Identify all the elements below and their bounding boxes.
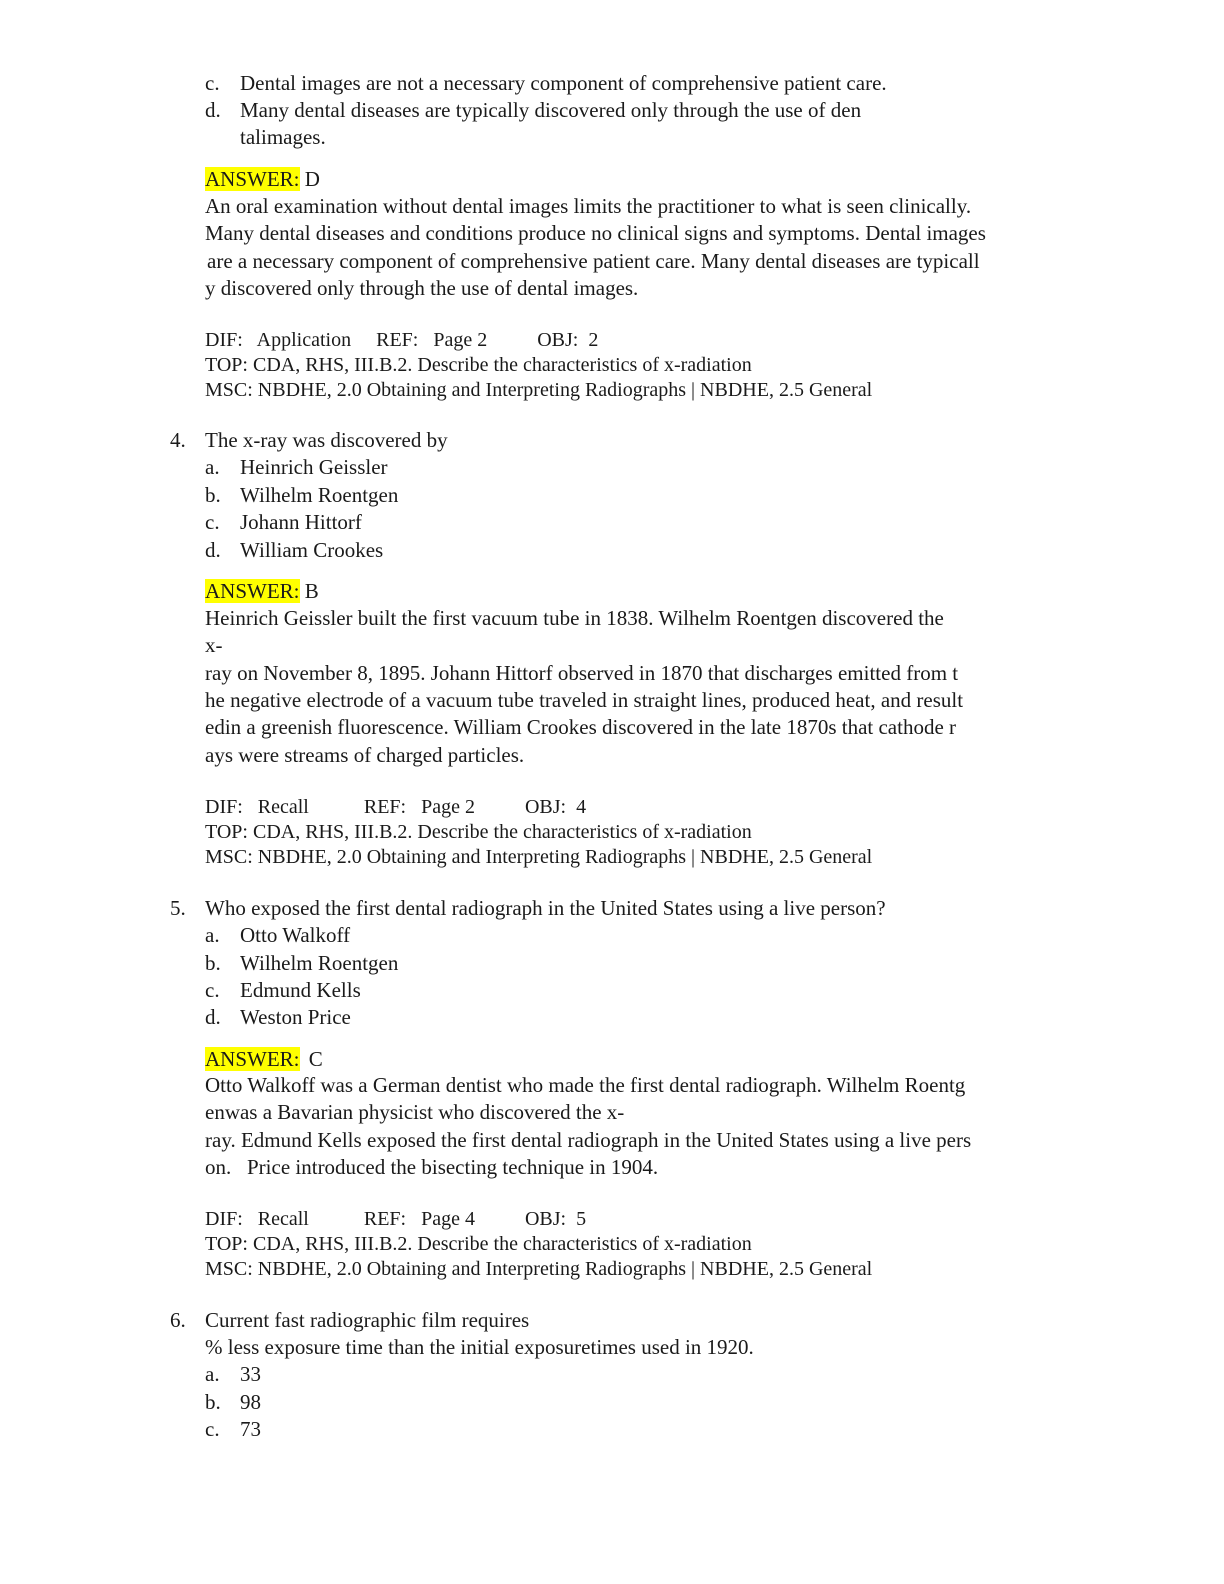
option-text: Weston Price [240,1005,351,1029]
option-letter: d. [205,538,221,562]
top-line: TOP: CDA, RHS, III.B.2. Describe the characteristics of x-radiation [205,1233,752,1255]
rationale-line: ays were streams of charged particles. [205,743,525,767]
question-stem-continued: % less exposure time than the initial exposuretimes used in 1920. [205,1335,754,1359]
option-letter: b. [205,1390,221,1414]
question-stem: Current fast radiographic film requires [205,1308,530,1332]
option-text: 98 [240,1390,261,1414]
option-letter: d. [205,1005,221,1029]
answer-line [205,578,319,604]
rationale-line: edin a greenish fluorescence. William Crookes discovered in the late 1870s that cathode r [205,715,957,739]
question-stem: Who exposed the first dental radiograph in the United States using a live person? [205,896,886,920]
option-text: Wilhelm Roentgen [240,483,399,507]
answer-label: ANSWER: [205,1047,300,1071]
msc-line: MSC: NBDHE, 2.0 Obtaining and Interpreting Radiographs | NBDHE, 2.5 General [205,1258,873,1280]
answer-value: D [304,167,320,191]
option-letter: a. [205,455,220,479]
answer-value: B [304,579,319,603]
option-text: Edmund Kells [240,978,361,1002]
rationale-line: x- [205,633,223,657]
option-text: William Crookes [240,538,384,562]
option-letter: d. [205,98,221,122]
rationale-line: enwas a Bavarian physicist who discovered the x- [205,1100,625,1124]
dif-line: DIF: Recall REF: Page 4 OBJ: 5 [205,1208,587,1230]
option-text: Otto Walkoff [240,923,351,947]
question-number: 5. [170,896,186,920]
option-letter: b. [205,951,221,975]
rationale-line: y discovered only through the use of dental images. [205,276,639,300]
rationale-line: are a necessary component of comprehensive patient care. Many dental diseases are typicall [207,249,980,273]
option-text: 33 [240,1362,261,1386]
question-number: 6. [170,1308,186,1332]
answer-line [205,1046,323,1072]
answer-label: ANSWER: [205,579,300,603]
dif-line: DIF: Recall REF: Page 2 OBJ: 4 [205,796,587,818]
top-line: TOP: CDA, RHS, III.B.2. Describe the characteristics of x-radiation [205,354,752,376]
question-stem: The x-ray was discovered by [205,428,448,452]
option-letter: a. [205,923,220,947]
dif-line: DIF: Application REF: Page 2 OBJ: 2 [205,329,599,351]
rationale-line: ray. Edmund Kells exposed the first dental radiograph in the United States using a live pers [205,1128,972,1152]
option-letter: b. [205,483,221,507]
rationale-line: ray on November 8, 1895. Johann Hittorf observed in 1870 that discharges emitted from t [205,661,959,685]
option-text: Dental images are not a necessary component of comprehensive patient care. [240,71,887,95]
msc-line: MSC: NBDHE, 2.0 Obtaining and Interpreting Radiographs | NBDHE, 2.5 General [205,379,873,401]
answer-line [205,166,320,192]
option-text: Heinrich Geissler [240,455,388,479]
question-number: 4. [170,428,186,452]
option-letter: c. [205,1417,220,1441]
option-text-continued: talimages. [240,125,326,149]
rationale-line: Heinrich Geissler built the first vacuum tube in 1838. Wilhelm Roentgen discovered the [205,606,944,630]
rationale-line: on. Price introduced the bisecting technique in 1904. [205,1155,659,1179]
rationale-line: Many dental diseases and conditions produce no clinical signs and symptoms. Dental images [205,221,986,245]
answer-value: C [308,1047,323,1071]
msc-line: MSC: NBDHE, 2.0 Obtaining and Interpreting Radiographs | NBDHE, 2.5 General [205,846,873,868]
answer-label: ANSWER: [205,167,300,191]
option-letter: c. [205,71,220,95]
rationale-line: An oral examination without dental images limits the practitioner to what is seen clinically. [205,194,972,218]
rationale-line: he negative electrode of a vacuum tube traveled in straight lines, produced heat, and result [205,688,964,712]
option-letter: c. [205,510,220,534]
option-text: Many dental diseases are typically discovered only through the use of den [240,98,862,122]
option-letter: c. [205,978,220,1002]
option-text: Wilhelm Roentgen [240,951,399,975]
top-line: TOP: CDA, RHS, III.B.2. Describe the characteristics of x-radiation [205,821,752,843]
option-letter: a. [205,1362,220,1386]
option-text: Johann Hittorf [240,510,362,534]
rationale-line: Otto Walkoff was a German dentist who made the first dental radiograph. Wilhelm Roentg [205,1073,966,1097]
option-text: 73 [240,1417,261,1441]
